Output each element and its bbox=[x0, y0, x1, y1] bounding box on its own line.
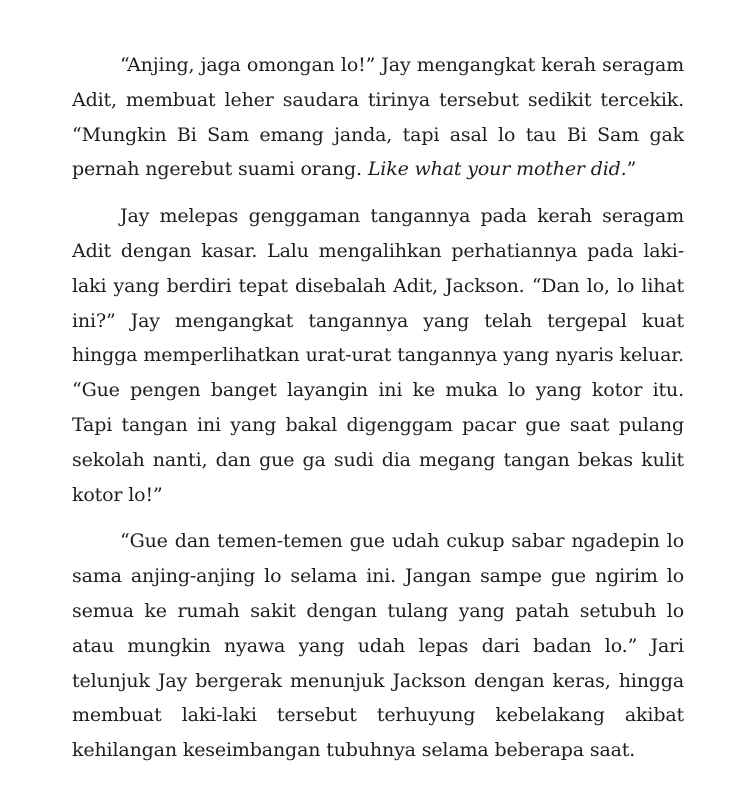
paragraph-2 bbox=[72, 199, 684, 512]
paragraph-3-text: “Gue dan temen-temen gue udah cukup sabar ngadepin lo sama anjing-anjing lo selama ini. Jangan sampe gue ngirim lo semua ke rumah sakit dengan tulang yang patah setubuh lo atau mungkin nyawa yang udah lepas dari badan lo.” Jari telunjuk Jay bergerak menunjuk Jackson dengan keras, hingga membuat laki-laki tersebut terhuyung kebelakang akibat kehilangan keseimbangan tubuhnya selama beberapa saat. bbox=[72, 530, 684, 762]
paragraph-1 bbox=[72, 48, 684, 187]
paragraph-1-italic-text: Like what your mother did. bbox=[367, 158, 627, 181]
paragraph-1-text: “Anjing, jaga omongan lo!” Jay mengangkat kerah seragam Adit, membuat leher saudara tirinya tersebut sedikit tercekik. “Mungkin Bi Sam emang janda, tapi asal lo tau Bi Sam gak pernah ngerebut suami orang. bbox=[72, 54, 684, 181]
paragraph-1-closing-quote: ” bbox=[626, 158, 637, 181]
paragraph-2-text: Jay melepas genggaman tangannya pada kerah seragam Adit dengan kasar. Lalu mengalihkan perhatiannya pada laki-laki yang berdiri tepat disebalah Adit, Jackson. “Dan lo, lo lihat ini?” Jay mengangkat tangannya yang telah tergepal kuat hingga memperlihatkan urat-urat tangannya yang nyaris keluar. “Gue pengen banget layangin ini ke muka lo yang kotor itu. Tapi tangan ini yang bakal digenggam pacar gue saat pulang sekolah nanti, dan gue ga sudi dia megang tangan bekas kulit kotor lo!” bbox=[72, 205, 684, 506]
paragraph-3 bbox=[72, 524, 684, 768]
book-page bbox=[72, 48, 684, 768]
